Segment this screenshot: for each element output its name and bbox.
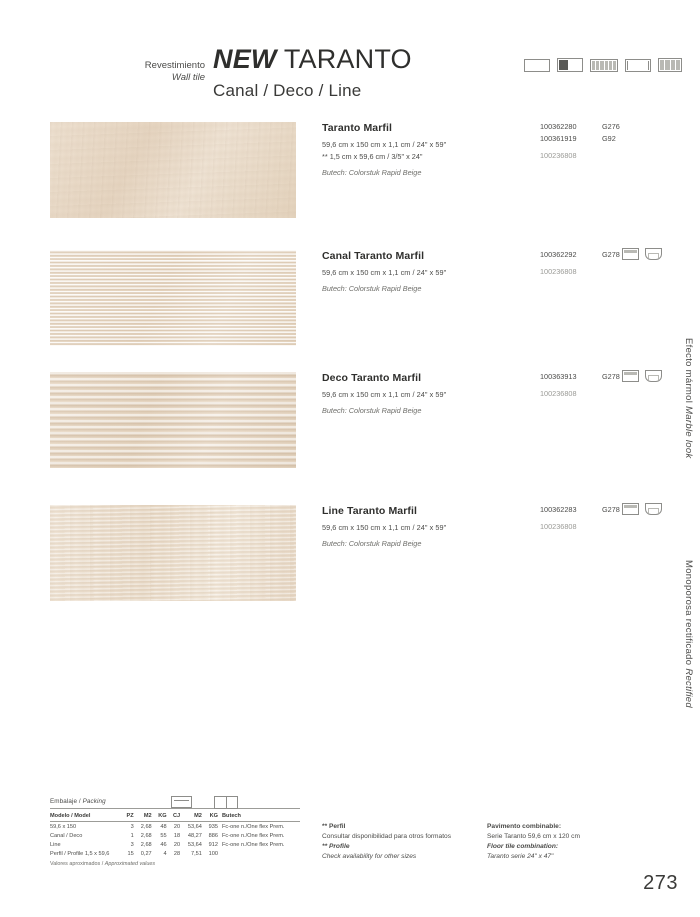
product-feature-icons xyxy=(622,503,662,515)
cell-pz: 15 xyxy=(127,850,134,857)
category-labels xyxy=(110,60,205,84)
product-caliber: G278 xyxy=(602,505,620,514)
floor-combination-note xyxy=(487,822,657,862)
cell-kg: 4 xyxy=(163,850,167,857)
product-dimensions: 59,6 cm x 150 cm x 1,1 cm / 24" x 59" xyxy=(322,140,447,149)
tile-image-canal-taranto-marfil xyxy=(50,250,296,346)
col-model: Modelo / Model xyxy=(50,811,124,822)
col-m2-pallet: M2 xyxy=(184,811,206,822)
cell-kg-pallet: 886 xyxy=(208,832,218,839)
cell-kg: 48 xyxy=(160,823,167,830)
product-code: 100361919 xyxy=(540,134,577,143)
product-code: 100362283 xyxy=(540,505,577,514)
format-grooves-icon xyxy=(590,59,618,72)
relief-curve-icon xyxy=(645,370,662,382)
relief-strip-icon xyxy=(622,370,639,382)
profile-note-es-text: Consultar disponibilidad para otros formatos xyxy=(322,832,452,840)
product-dimensions: 59,6 cm x 150 cm x 1,1 cm / 24" x 59" xyxy=(322,390,447,399)
cell-model: Line xyxy=(50,841,61,848)
cell-butech xyxy=(222,849,300,858)
cell-pz: 3 xyxy=(130,823,134,830)
relief-strip-icon xyxy=(622,248,639,260)
product-name: Canal Taranto Marfil xyxy=(322,250,425,262)
tile-image-taranto-marfil xyxy=(50,122,296,218)
product-codes xyxy=(540,505,700,534)
product-codes xyxy=(540,372,700,401)
cell-pz: 1 xyxy=(130,832,134,839)
cell-butech: Fc-one n./One flex Prem. xyxy=(222,841,285,848)
col-cj: CJ xyxy=(171,811,184,822)
cell-pz: 3 xyxy=(130,841,134,848)
product-dimensions: 59,6 cm x 150 cm x 1,1 cm / 24" x 59" xyxy=(322,523,447,532)
page-title xyxy=(213,44,412,101)
category-en: Wall tile xyxy=(171,71,205,83)
cell-m2-pallet: 53,64 xyxy=(187,823,202,830)
col-pz: PZ xyxy=(124,811,137,822)
product-code: 100236808 xyxy=(540,267,577,276)
packing-icons xyxy=(171,796,238,809)
col-butech: Butech xyxy=(222,811,300,822)
cell-cj: 20 xyxy=(173,841,181,848)
cell-model: Perfil / Profile 1,5 x 59,6 xyxy=(50,850,110,857)
product-caliber: G276 xyxy=(602,122,620,131)
product-codes xyxy=(540,122,700,163)
cell-m2: 0,27 xyxy=(140,850,152,857)
packing-data-table xyxy=(50,811,300,858)
product-code: 100362280 xyxy=(540,122,577,131)
cell-m2: 2,68 xyxy=(140,841,152,848)
table-row xyxy=(50,849,300,858)
cell-m2-pallet: 48,27 xyxy=(187,832,202,839)
cell-kg-pallet: 100 xyxy=(208,850,218,857)
page-number: 273 xyxy=(643,872,678,894)
product-butech: Butech: Colorstuk Rapid Beige xyxy=(322,539,422,548)
packing-title-es: Embalaje / xyxy=(50,798,81,805)
product-butech: Butech: Colorstuk Rapid Beige xyxy=(322,284,422,293)
profile-note-es-title: ** Perfil xyxy=(322,823,346,830)
product-name: Deco Taranto Marfil xyxy=(322,372,422,384)
table-header-row xyxy=(50,811,300,822)
cell-model: Canal / Deco xyxy=(50,832,83,839)
cell-m2-pallet: 7,51 xyxy=(190,850,202,857)
product-dimensions-secondary: ** 1,5 cm x 59,6 cm / 3/5" x 24" xyxy=(322,152,423,161)
title-new: NEW xyxy=(213,44,277,74)
cell-cj: 20 xyxy=(173,823,181,830)
side-label-marble-en: Marble look xyxy=(683,406,694,459)
side-label-marble-es: Efecto mármol xyxy=(683,338,694,404)
cell-model: 59,6 x 150 xyxy=(50,823,77,830)
packing-table xyxy=(50,798,300,867)
packing-footnote-en: Approximated values xyxy=(104,861,156,867)
pallet-icon xyxy=(171,796,192,808)
cell-cj: 28 xyxy=(173,850,181,857)
title-name: TARANTO xyxy=(283,44,412,74)
format-line-icon xyxy=(625,59,651,72)
col-m2: M2 xyxy=(138,811,156,822)
cell-m2: 2,68 xyxy=(140,832,152,839)
packing-footnote-es: Valores aproximados / xyxy=(50,861,104,867)
product-code: 100363913 xyxy=(540,372,577,381)
page-header xyxy=(0,22,700,100)
format-half-icon xyxy=(557,58,583,72)
product-butech: Butech: Colorstuk Rapid Beige xyxy=(322,168,422,177)
cell-kg: 46 xyxy=(160,841,167,848)
product-caliber: G278 xyxy=(602,372,620,381)
product-caliber: G92 xyxy=(602,134,616,143)
profile-note-en-text: Check availability for other sizes xyxy=(322,852,417,860)
comb-en-text: Taranto serie 24" x 47" xyxy=(487,852,554,860)
product-feature-icons xyxy=(622,370,662,382)
side-label-rect-es: Monoporosa rectificado xyxy=(683,560,694,666)
product-name: Line Taranto Marfil xyxy=(322,505,418,517)
cell-cj: 18 xyxy=(173,832,181,839)
product-code: 100236808 xyxy=(540,522,577,531)
comb-en-title: Floor tile combination: xyxy=(487,842,559,850)
product-dimensions: 59,6 cm x 150 cm x 1,1 cm / 24" x 59" xyxy=(322,268,447,277)
cell-butech: Fc-one n./One flex Prem. xyxy=(222,832,285,839)
format-icons xyxy=(524,58,682,72)
format-strips-icon xyxy=(658,58,682,72)
table-row xyxy=(50,831,300,840)
comb-es-text: Serie Taranto 59,6 cm x 120 cm xyxy=(487,832,580,840)
side-label-rect-en: Rectified xyxy=(683,668,694,708)
col-kg: KG xyxy=(156,811,171,822)
cell-m2-pallet: 53,64 xyxy=(187,841,202,848)
table-row xyxy=(50,840,300,849)
packing-footnote xyxy=(50,861,300,867)
comb-es-title: Pavimento combinable: xyxy=(487,823,562,830)
cell-m2: 2,68 xyxy=(140,823,152,830)
product-name: Taranto Marfil xyxy=(322,122,393,134)
profile-note-en-title: ** Profile xyxy=(322,842,350,850)
product-code: 100236808 xyxy=(540,151,577,160)
tile-image-line-taranto-marfil xyxy=(50,505,296,601)
box-icon xyxy=(214,796,238,809)
cell-kg-pallet: 912 xyxy=(208,841,218,848)
page-subtitle: Canal / Deco / Line xyxy=(213,81,362,100)
relief-strip-icon xyxy=(622,503,639,515)
profile-notes xyxy=(322,822,472,862)
product-code: 100362292 xyxy=(540,250,577,259)
product-feature-icons xyxy=(622,248,662,260)
cell-butech: Fc-one n./One flex Prem. xyxy=(222,823,285,830)
packing-title-en: Packing xyxy=(82,798,106,805)
product-code: 100236808 xyxy=(540,389,577,398)
format-plain-icon xyxy=(524,59,550,72)
product-butech: Butech: Colorstuk Rapid Beige xyxy=(322,406,422,415)
table-row xyxy=(50,822,300,832)
product-caliber: G278 xyxy=(602,250,620,259)
cell-kg-pallet: 935 xyxy=(208,823,218,830)
cell-kg: 55 xyxy=(160,832,167,839)
relief-curve-icon xyxy=(645,248,662,260)
category-es: Revestimiento xyxy=(144,60,205,71)
side-label-rectified xyxy=(682,560,694,708)
tile-image-deco-taranto-marfil xyxy=(50,372,296,468)
product-codes xyxy=(540,250,700,279)
col-kg-pallet: KG xyxy=(206,811,222,822)
relief-curve-icon xyxy=(645,503,662,515)
